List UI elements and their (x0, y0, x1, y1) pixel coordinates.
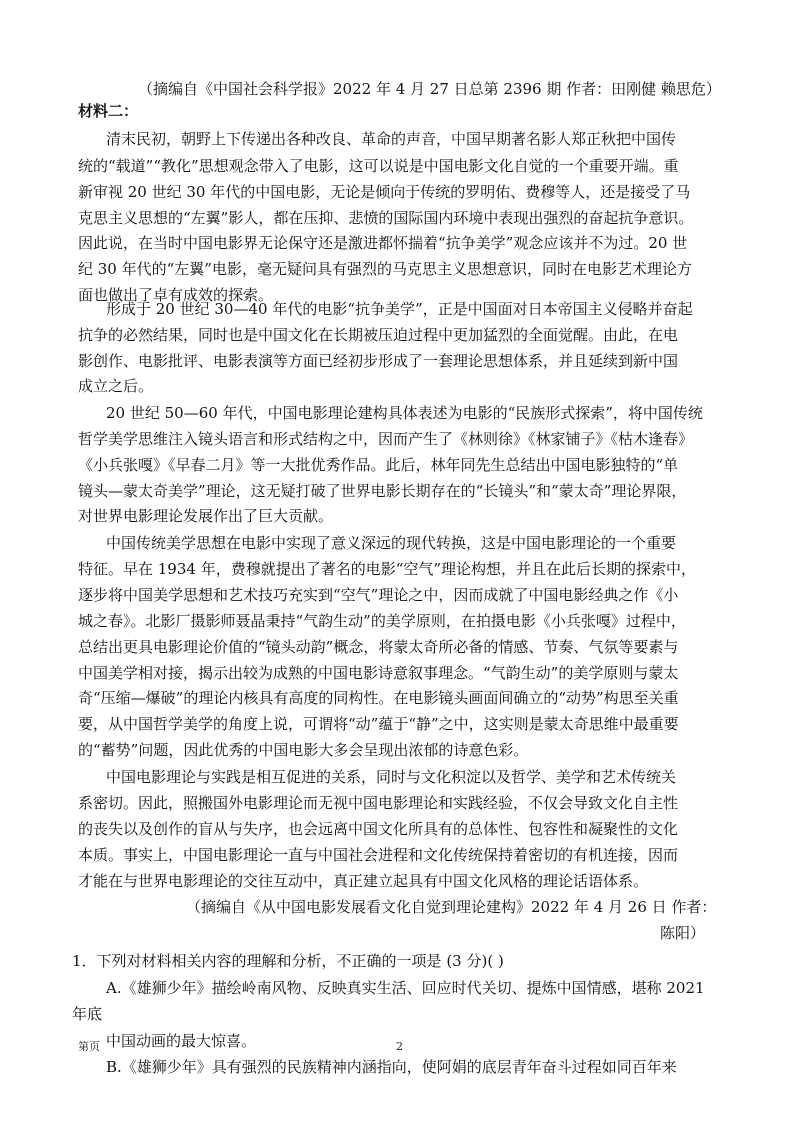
option-a-continued: 年底 (72, 1005, 103, 1023)
question-1: 1．下列对材料相关内容的理解和分析，不正确的一项是 (3 分)( ) (72, 952, 504, 970)
source-citation-2: （摘编自《从中国电影发展看文化自觉到理论建构》2022 年 4 月 26 日 作者： (186, 898, 717, 916)
paragraph-line: 面也做出了卓有成效的探索。 (78, 286, 274, 304)
paragraph-line: 20 世纪 50—60 年代，中国电影理论建构具体表述为电影的“民族形式探索”，将中国传统 (106, 404, 703, 422)
paragraph-line: 本质。事实上，中国电影理论一直与中国社会进程和文化传统保持着密切的有机连接，因而 (78, 846, 679, 864)
paragraph-line: 因此说，在当时中国电影界无论保守还是激进都怀揣着“抗争美学”观念应该并不为过。20 世 (78, 234, 688, 252)
paragraph-line: 抗争的必然结果，同时也是中国文化在长期被压迫过程中更加猛烈的全面觉醒。由此，在电 (78, 326, 679, 344)
option-b: B.《雄狮少年》具有强烈的民族精神内涵指向，使阿娟的底层青年奋斗过程如同百年来 (106, 1058, 677, 1076)
option-a: A.《雄狮少年》描绘岭南风物、反映真实生活、回应时代关切、提炼中国情感，堪称 2021 (106, 979, 705, 997)
paragraph-line: 的丧失以及创作的盲从与失序，也会远离中国文化所具有的总体性、包容性和凝聚性的文化 (78, 820, 679, 838)
paragraph-line: 镜头—蒙太奇美学”理论，这无疑打破了世界电影长期存在的“长镜头”和“蒙太奇”理论界限， (78, 482, 687, 500)
paragraph-line: 系密切。因此，照搬国外电影理论而无视中国电影理论和实践经验，不仅会导致文化自主性 (78, 794, 679, 812)
paragraph-line: 清末民初，朝野上下传递出各种改良、革命的声音，中国早期著名影人郑正秋把中国传 (106, 130, 677, 148)
footer-page-number: 2 (396, 1040, 403, 1053)
paragraph-line: 纪 30 年代的“左翼”电影，毫无疑问具有强烈的马克思主义思想意识，同时在电影艺术理论方 (78, 260, 692, 278)
paragraph-line: 总结出更具电影理论价值的“镜头动韵”概念，将蒙太奇所必备的情感、节奏、气氛等要素与 (78, 638, 679, 656)
source-citation-2-author: 陈阳） (660, 924, 706, 942)
source-citation-1: （摘编自《中国社会科学报》2022 年 4 月 27 日总第 2396 期 作者：田刚健 赖思危） (138, 80, 721, 98)
paragraph-line: 中国电影理论与实践是相互促进的关系，同时与文化积淀以及哲学、美学和艺术传统关 (106, 768, 677, 786)
paragraph-line: 中国传统美学思想在电影中实现了意义深远的现代转换，这是中国电影理论的一个重要 (106, 534, 677, 552)
paragraph-line: 的“蓄势”问题，因此优秀的中国电影大多会呈现出浓郁的诗意色彩。 (78, 741, 529, 759)
paragraph-line: 中国美学相对接，揭示出较为成熟的中国电影诗意叙事理念。“气韵生动”的美学原则与蒙太 (78, 664, 679, 682)
paragraph-line: 成立之后。 (78, 377, 154, 395)
option-a-continued: 中国动画的最大惊喜。 (106, 1032, 257, 1050)
paragraph-line: 奇“压缩—爆破”的理论内核具有高度的同构性。在电影镜头画面间确立的“动势”构思至关重 (78, 689, 679, 707)
paragraph-line: 影创作、电影批评、电影表演等方面已经初步形成了一套理论思想体系，并且延续到新中国 (78, 352, 679, 370)
paragraph-line: 才能在与世界电影理论的交往互动中，真正建立起具有中国文化风格的理论话语体系。 (78, 872, 649, 890)
footer-page-label: 第页 (78, 1040, 100, 1053)
paragraph-line: 克思主义思想的“左翼”影人，都在压抑、悲愤的国际国内环境中表现出强烈的奋起抗争意识。 (78, 209, 694, 227)
paragraph-line: 新审视 20 世纪 30 年代的中国电影，无论是倾向于传统的罗明佑、费穆等人，还是接受了马 (78, 183, 691, 201)
paragraph-line: 城之春》。北影厂摄影师聂晶秉持“气韵生动”的美学原则，在拍摄电影《小兵张嘎》过程中， (78, 612, 686, 630)
paragraph-line: 对世界电影理论发展作出了巨大贡献。 (78, 507, 334, 525)
paragraph-line: 《小兵张嘎》《早春二月》等一大批优秀作品。此后，林年同先生总结出中国电影独特的“单 (78, 456, 679, 474)
paragraph-line: 形成于 20 世纪 30—40 年代的电影“抗争美学”，正是中国面对日本帝国主义侵略并奋起 (106, 300, 693, 318)
paragraph-line: 逐步将中国美学思想和艺术技巧充实到“空气”理论之中，因而成就了中国电影经典之作《小 (78, 586, 679, 604)
section-heading-material-2: 材料二： (78, 102, 139, 120)
paragraph-line: 哲学美学思维注入镜头语言和形式结构之中，因而产生了《林则徐》《林家铺子》《枯木逢春》 (78, 430, 694, 448)
paragraph-line: 统的“载道”“教化”思想观念带入了电影，这可以说是中国电影文化自觉的一个重要开端。重 (78, 157, 679, 175)
paragraph-line: 特征。早在 1934 年，费穆就提出了著名的电影“空气”理论构想，并且在此后长期的探索中， (78, 560, 697, 578)
paragraph-line: 要，从中国哲学美学的角度上说，可谓将“动”蕴于“静”之中，这实则是蒙太奇思维中最重要 (78, 715, 679, 733)
